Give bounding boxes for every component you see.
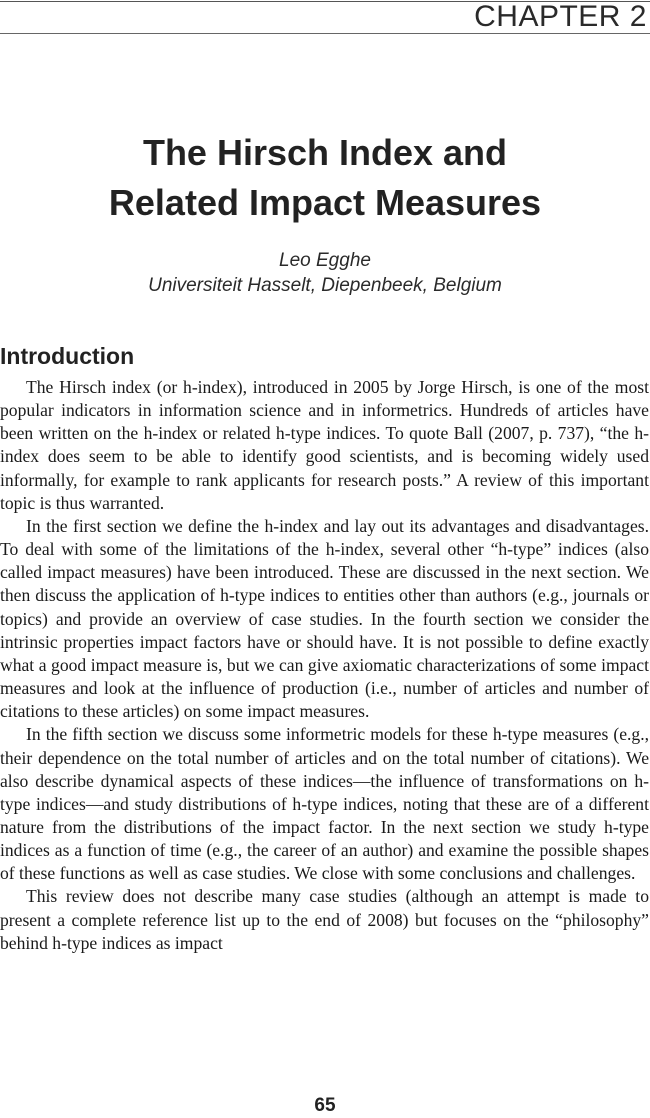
- paragraph: This review does not describe many case studies (although an attempt is made to present a complete reference list up to the end of 2008) but focuses on the “philosophy” behind h-type indices as impact: [0, 886, 649, 953]
- paragraph: In the first section we define the h-index and lay out its advantages and disadvantages. To deal with some of the limitations of the h-index, several other “h-type” indices (also called impact measures) have been introduced. These are discussed in the next section. We then discuss the application of h-type indices to entities other than authors (e.g., journals or topics) and provide an overview of case studies. In the fourth section we consider the intrinsic properties impact factors have or should have. It is not possible to define exactly what a good impact measure is, but we can give axiomatic characterizations of some impact measures and look at the influence of production (i.e., number of articles and number of citations to these articles) on some impact measures.: [0, 515, 649, 722]
- chapter-title-line-1: The Hirsch Index and: [142, 132, 508, 173]
- paragraph: In the fifth section we discuss some informetric models for these h-type measures (e.g., their dependence on the total number of articles and on the total number of citations). We also describe dynamical aspects of these indices—the influence of transformations on h-type indices—and study distributions of h-type indices, noting that these are of a different nature from the distributions of the impact factor. In the next section we study h-type indices as a function of time (e.g., the career of an author) and examine the possible shapes of these functions as well as case studies. We close with some conclusions and challenges.: [0, 724, 649, 884]
- chapter-label: CHAPTER 2: [474, 0, 647, 33]
- page-number: 65: [314, 1095, 336, 1116]
- author-affiliation: Universiteit Hasselt, Diepenbeek, Belgium: [148, 275, 502, 296]
- paragraph: The Hirsch index (or h-index), introduced in 2005 by Jorge Hirsch, is one of the most popular indicators in information science and in informetrics. Hundreds of articles have been written on the h-index or related h-type indices. To quote Ball (2007, p. 737), “the h-index does seem to be able to identify good scientists, and is becoming widely used informally, for example to rank applicants for research posts.” A review of this important topic is thus warranted.: [0, 377, 649, 513]
- section-heading: Introduction: [0, 343, 135, 369]
- chapter-rule: [0, 33, 650, 34]
- author-name: Leo Egghe: [279, 250, 371, 271]
- chapter-title: [0, 128, 650, 228]
- body-text: [0, 376, 649, 955]
- author-block: [0, 248, 650, 298]
- chapter-title-line-2: Related Impact Measures: [108, 182, 542, 223]
